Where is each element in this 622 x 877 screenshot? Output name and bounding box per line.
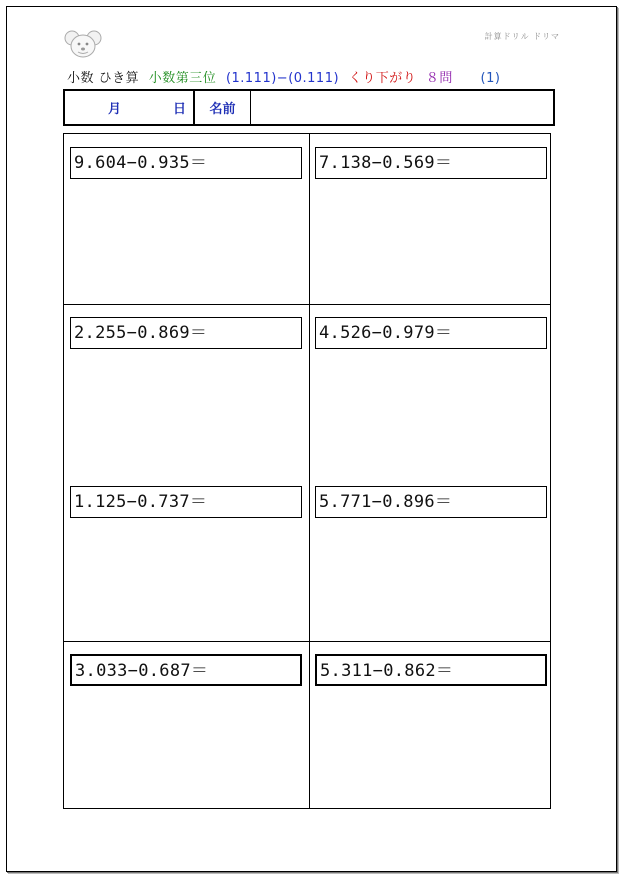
grid-divider-vertical: [309, 134, 310, 808]
name-field[interactable]: [251, 91, 553, 124]
title-subject: 小数 ひき算: [67, 71, 140, 86]
problem-7: 3.033−0.687＝: [70, 654, 302, 686]
day-label: 日: [172, 102, 186, 117]
name-date-bar: [63, 89, 555, 126]
grid-divider-row-1: [64, 304, 550, 305]
problem-3: 2.255−0.869＝: [70, 317, 302, 349]
worksheet-title: [67, 67, 505, 86]
title-pattern: (1.111)−(0.111): [225, 71, 340, 86]
mouse-face-icon: [64, 29, 102, 59]
date-field[interactable]: [65, 91, 195, 124]
problem-6: 5.771−0.896＝: [315, 486, 547, 518]
title-borrow: くり下がり: [348, 71, 417, 86]
title-level: 小数第三位: [148, 71, 217, 86]
problem-1: 9.604−0.935＝: [70, 147, 302, 179]
problem-2: 7.138−0.569＝: [315, 147, 547, 179]
title-count: ８問: [425, 71, 453, 86]
problem-4: 4.526−0.979＝: [315, 317, 547, 349]
problem-5: 1.125−0.737＝: [70, 486, 302, 518]
grid-divider-row-3: [64, 641, 550, 642]
brand-label: 計算ドリル ドリマ: [484, 32, 560, 41]
problem-8: 5.311−0.862＝: [315, 654, 547, 686]
month-label: 月: [107, 102, 121, 117]
name-label: 名前: [195, 91, 251, 124]
problem-grid: [63, 133, 551, 809]
title-sheet-number: (1): [480, 71, 501, 86]
